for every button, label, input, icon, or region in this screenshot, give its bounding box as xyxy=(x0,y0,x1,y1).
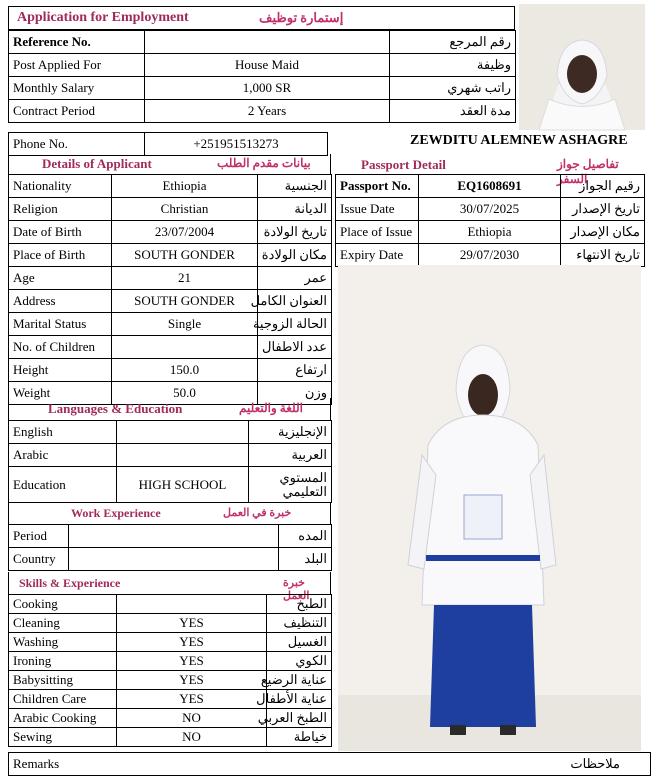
label-en: Post Applied For xyxy=(9,54,145,77)
value: 2 Years xyxy=(145,100,390,123)
value xyxy=(112,336,258,359)
application-title-ar: إستمارة توظيف xyxy=(259,10,344,25)
applicant-row xyxy=(9,359,332,382)
header-table xyxy=(8,30,516,123)
passport-title-ar: تفاصيل جواز السفر xyxy=(557,157,619,186)
value: EQ1608691 xyxy=(419,175,561,198)
label-en: Reference No. xyxy=(9,31,145,54)
label-en: Nationality xyxy=(9,175,112,198)
value xyxy=(69,525,279,548)
label-en: Period xyxy=(9,525,69,548)
label-en: Passport No. xyxy=(336,175,419,198)
full-body-photo xyxy=(338,265,641,751)
languages-table xyxy=(8,420,332,503)
label-en: Religion xyxy=(9,198,112,221)
value: 50.0 xyxy=(112,382,258,405)
value: 29/07/2030 xyxy=(419,244,561,267)
passport-row-number xyxy=(336,175,645,198)
label-ar: الديانة xyxy=(258,198,332,221)
label-ar: المستوي التعليمي xyxy=(249,467,332,503)
label-ar: عناية الأطفال xyxy=(267,690,332,709)
value xyxy=(69,548,279,571)
label-en: Issue Date xyxy=(336,198,419,221)
phone-label: Phone No. xyxy=(9,133,145,156)
label-en: No. of Children xyxy=(9,336,112,359)
label-en: Place of Birth xyxy=(9,244,112,267)
lang-row-english xyxy=(9,421,332,444)
applicant-section-header xyxy=(8,154,331,174)
label-ar: الغسيل xyxy=(267,633,332,652)
skills-section-header xyxy=(8,572,331,602)
label-en: Washing xyxy=(9,633,117,652)
work-row-period xyxy=(9,525,332,548)
header-row-salary xyxy=(9,77,516,100)
applicant-table xyxy=(8,174,332,405)
work-title: Work Experience xyxy=(71,506,161,520)
label-en: Arabic xyxy=(9,444,117,467)
work-title-ar: خبرة في العمل xyxy=(223,507,292,519)
label-ar: البلد xyxy=(279,548,332,571)
label-ar: ارتفاع xyxy=(258,359,332,382)
languages-title: Languages & Education xyxy=(48,401,183,416)
lang-row-arabic xyxy=(9,444,332,467)
value xyxy=(117,595,267,614)
label-ar: العنوان الكامل xyxy=(258,290,332,313)
label-ar: التنظيف xyxy=(267,614,332,633)
skill-row xyxy=(9,633,332,652)
label-ar: الحالة الزوجية xyxy=(258,313,332,336)
applicant-row xyxy=(9,244,332,267)
header-row-contract xyxy=(9,100,516,123)
header-row-reference xyxy=(9,31,516,54)
skill-row xyxy=(9,709,332,728)
skills-title-ar: خبرة العمل xyxy=(283,577,310,602)
label-ar: الجنسية xyxy=(258,175,332,198)
lang-row-education xyxy=(9,467,332,503)
label-en: Cleaning xyxy=(9,614,117,633)
label-en: Contract Period xyxy=(9,100,145,123)
applicant-row xyxy=(9,267,332,290)
label-en: Marital Status xyxy=(9,313,112,336)
work-row-country xyxy=(9,548,332,571)
label-ar: المده xyxy=(279,525,332,548)
remarks-label-ar: ملاحظات xyxy=(330,753,651,776)
value: 21 xyxy=(112,267,258,290)
applicant-row xyxy=(9,290,332,313)
skill-row xyxy=(9,595,332,614)
phone-value: +251951513273 xyxy=(145,133,328,156)
remarks-label: Remarks xyxy=(9,753,330,776)
label-en: English xyxy=(9,421,117,444)
applicant-row xyxy=(9,198,332,221)
value: 30/07/2025 xyxy=(419,198,561,221)
face-photo-image xyxy=(519,4,645,130)
value: SOUTH GONDER xyxy=(112,244,258,267)
header-title-bar xyxy=(8,6,515,30)
skills-table xyxy=(8,594,332,747)
label-ar: الإنجليزية xyxy=(249,421,332,444)
skill-row xyxy=(9,671,332,690)
value: 23/07/2004 xyxy=(112,221,258,244)
value: 150.0 xyxy=(112,359,258,382)
value: House Maid xyxy=(145,54,390,77)
value: NO xyxy=(117,709,267,728)
value xyxy=(117,421,249,444)
label-ar: الكوي xyxy=(267,652,332,671)
value: HIGH SCHOOL xyxy=(117,467,249,503)
skill-row xyxy=(9,652,332,671)
applicant-row xyxy=(9,336,332,359)
label-en: Age xyxy=(9,267,112,290)
label-ar: تاريخ الولادة xyxy=(258,221,332,244)
label-ar: الطبخ العربي xyxy=(267,709,332,728)
phone-table xyxy=(8,132,328,156)
label-en: Children Care xyxy=(9,690,117,709)
header-row-post xyxy=(9,54,516,77)
label-ar: خياطة xyxy=(267,728,332,747)
label-ar: وظيفة xyxy=(390,54,516,77)
label-en: Height xyxy=(9,359,112,382)
label-ar: مكان الولادة xyxy=(258,244,332,267)
value: YES xyxy=(117,633,267,652)
label-en: Place of Issue xyxy=(336,221,419,244)
label-ar: عدد الاطفال xyxy=(258,336,332,359)
label-ar: الطبخ xyxy=(267,595,332,614)
value: NO xyxy=(117,728,267,747)
label-ar: مدة العقد xyxy=(390,100,516,123)
label-ar: راتب شهري xyxy=(390,77,516,100)
label-en: Monthly Salary xyxy=(9,77,145,100)
candidate-name: ZEWDITU ALEMNEW ASHAGRE xyxy=(410,133,628,148)
languages-title-ar: اللغة والتعليم xyxy=(239,401,303,415)
label-en: Cooking xyxy=(9,595,117,614)
label-en: Expiry Date xyxy=(336,244,419,267)
applicant-row xyxy=(9,313,332,336)
value: YES xyxy=(117,614,267,633)
label-en: Education xyxy=(9,467,117,503)
value: YES xyxy=(117,690,267,709)
label-ar: رقم المرجع xyxy=(390,31,516,54)
label-en: Weight xyxy=(9,382,112,405)
label-ar: تاريخ الانتهاء xyxy=(561,244,645,267)
full-body-photo-image xyxy=(338,265,641,751)
skill-row xyxy=(9,614,332,633)
applicant-row xyxy=(9,175,332,198)
label-ar: رقيم الجواز xyxy=(561,175,645,198)
label-ar: عمر xyxy=(258,267,332,290)
application-title: Application for Employment xyxy=(17,10,189,25)
passport-row-expiry xyxy=(336,244,645,267)
value: YES xyxy=(117,652,267,671)
label-en: Babysitting xyxy=(9,671,117,690)
value: YES xyxy=(117,671,267,690)
passport-table xyxy=(335,174,645,267)
skills-title: Skills & Experience xyxy=(19,576,121,590)
label-ar: تاريخ الإصدار xyxy=(561,198,645,221)
label-ar: مكان الإصدار xyxy=(561,221,645,244)
value: SOUTH GONDER xyxy=(112,290,258,313)
label-en: Country xyxy=(9,548,69,571)
work-section-header xyxy=(8,502,331,524)
passport-row-place xyxy=(336,221,645,244)
label-ar: وزن xyxy=(258,382,332,405)
value: 1,000 SR xyxy=(145,77,390,100)
value: Single xyxy=(112,313,258,336)
skill-row xyxy=(9,728,332,747)
value: Christian xyxy=(112,198,258,221)
applicant-row xyxy=(9,221,332,244)
label-ar: عناية الرضيع xyxy=(267,671,332,690)
value: Ethiopia xyxy=(419,221,561,244)
applicant-title-ar: بيانات مقدم الطلب xyxy=(217,156,311,170)
languages-section-header xyxy=(8,398,331,420)
label-en: Ironing xyxy=(9,652,117,671)
value xyxy=(145,31,390,54)
label-en: Address xyxy=(9,290,112,313)
label-en: Arabic Cooking xyxy=(9,709,117,728)
remarks-table xyxy=(8,752,651,776)
applicant-title: Details of Applicant xyxy=(42,156,152,171)
label-en: Sewing xyxy=(9,728,117,747)
value: Ethiopia xyxy=(112,175,258,198)
face-photo xyxy=(519,4,645,130)
value xyxy=(117,444,249,467)
label-ar: العربية xyxy=(249,444,332,467)
skill-row xyxy=(9,690,332,709)
passport-row-issue-date xyxy=(336,198,645,221)
work-table xyxy=(8,524,332,571)
passport-title: Passport Detail xyxy=(361,157,446,172)
label-en: Date of Birth xyxy=(9,221,112,244)
